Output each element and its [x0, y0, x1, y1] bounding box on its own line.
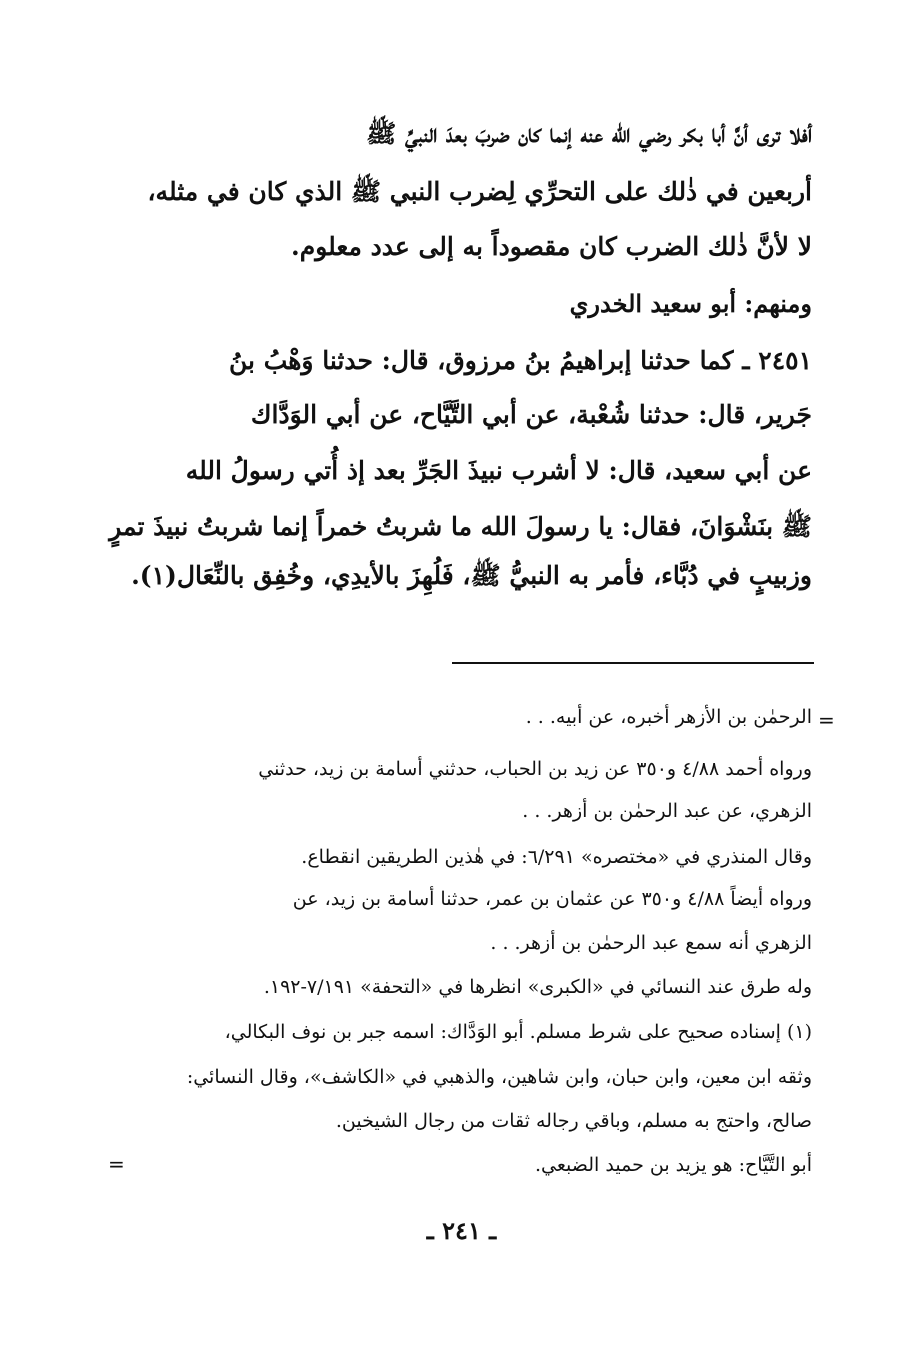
main-text-line-7: عن أبي سعيد، قال: لا أشرب نبيذَ الجَرِّ بعد إذ أُتي رسولُ الله — [185, 456, 812, 485]
footnote-line-10: صالح، واحتج به مسلم، وباقي رجاله ثقات من رجال الشيخين. — [335, 1110, 812, 1132]
footnote-line-9: وثقه ابن معين، وابن حبان، وابن شاهين، والذهبي في «الكاشف»، وقال النسائي: — [186, 1066, 812, 1088]
footnote-continuation-marker: = — [818, 708, 835, 732]
footnote-line-3: الزهري، عن عبد الرحمٰن بن أزهر. . . — [522, 800, 812, 822]
footnote-trailing-marker: = — [108, 1152, 125, 1176]
hadith-number-line: ٢٤٥١ ـ كما حدثنا إبراهيمُ بنُ مرزوق، قال: حدثنا وَهْبُ بنُ — [229, 346, 812, 375]
footnote-separator — [452, 662, 814, 664]
main-text-line-3: لا لأنَّ ذٰلك الضرب كان مقصوداً به إلى عدد معلوم. — [291, 232, 812, 261]
footnote-line-11: أبو التَّيَّاح: هو يزيد بن حميد الضبعي. — [535, 1154, 812, 1176]
footnote-line-6: الزهري أنه سمع عبد الرحمٰن بن أزهر. . . — [490, 932, 812, 954]
main-text-line-2: أربعين في ذٰلك على التحرِّي لِضرب النبي ﷺ الذي كان في مثله، — [147, 177, 812, 206]
main-text-line-6: جَرير، قال: حدثنا شُعْبة، عن أبي التَّيَّاح، عن أبي الوَدَّاك — [250, 400, 812, 429]
page-number: ـ ٢٤١ ـ — [426, 1216, 497, 1245]
footnote-line-4: وقال المنذري في «مختصره» ٦/٢٩١: في هٰذين الطريقين انقطاع. — [301, 846, 812, 868]
footnote-line-1: الرحمٰن بن الأزهر أخبره، عن أبيه. . . — [525, 706, 812, 728]
main-text-line-8: ﷺ بنَشْوَانَ، فقال: يا رسولَ الله ما شربتُ خمراً إنما شربتُ نبيذَ تمرٍ — [109, 512, 812, 541]
main-text-line-1: أفلا ترى أنَّ أبا بكر رضي الله عنه إنما كان ضربَ بعدَ النبيِّ ﷺ — [366, 119, 812, 148]
footnote-line-5: ورواه أيضاً ٤/٨٨ و٣٥٠ عن عثمان بن عمر، حدثنا أسامة بن زيد، عن — [292, 888, 812, 910]
footnote-line-8: (١) إسناده صحيح على شرط مسلم. أبو الوَدَّاك: اسمه جبر بن نوف البكالي، — [224, 1021, 812, 1043]
footnote-line-2: ورواه أحمد ٤/٨٨ و٣٥٠ عن زيد بن الحباب، حدثني أسامة بن زيد، حدثني — [258, 758, 812, 780]
footnote-line-7: وله طرق عند النسائي في «الكبرى» انظرها في «التحفة» ٧/١٩١-١٩٢. — [263, 976, 812, 998]
main-text-line-9: وزبيبٍ في دُبَّاء، فأمر به النبيُّ ﷺ، فَلُهِزَ بالأيدِي، وخُفِق بالنِّعَال(١). — [131, 561, 812, 590]
section-heading: ومنهم: أبو سعيد الخدري — [569, 289, 812, 318]
